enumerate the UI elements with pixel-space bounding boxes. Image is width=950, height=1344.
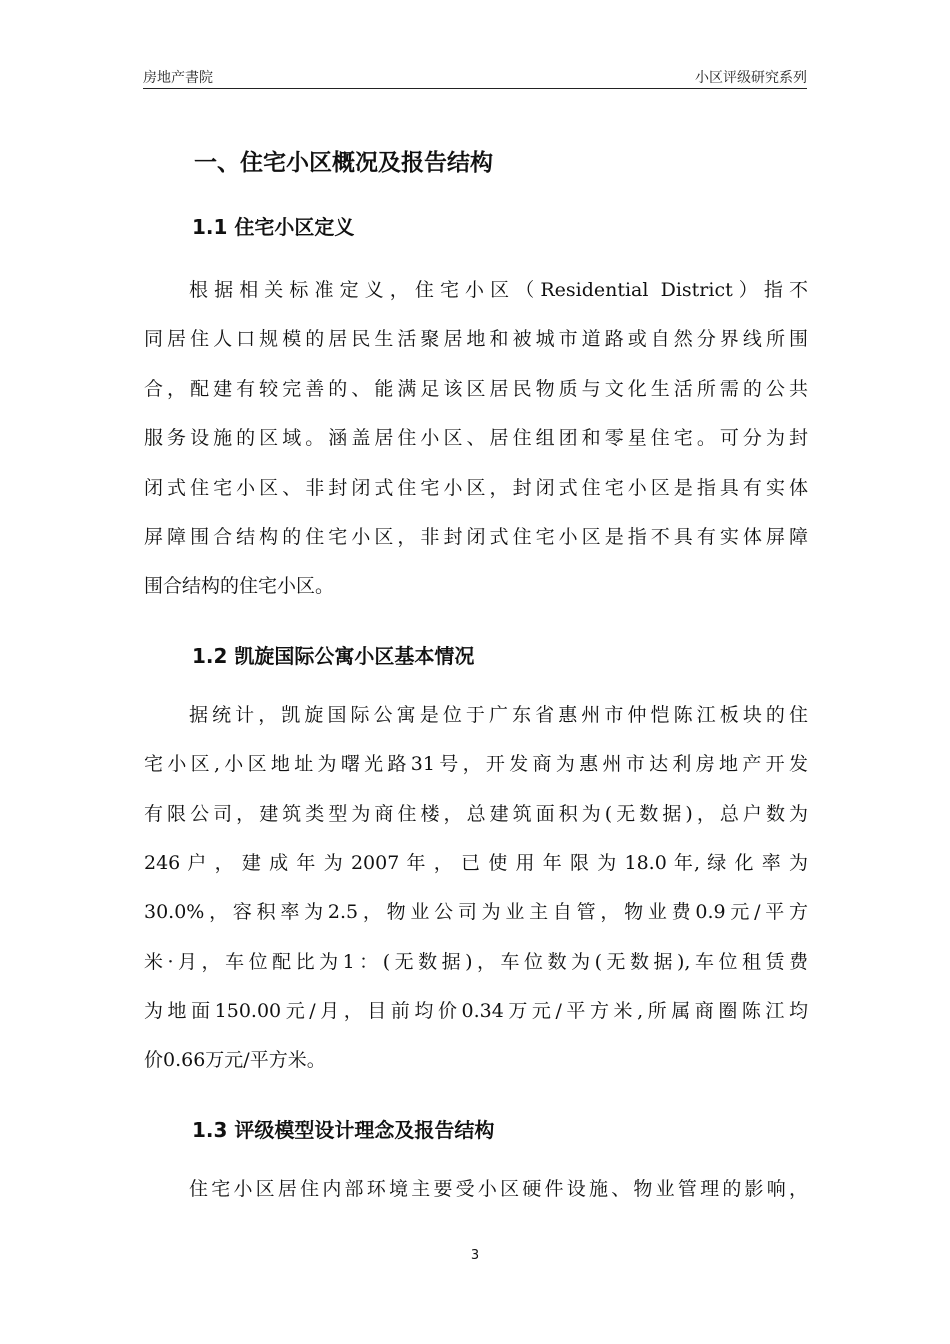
text-line: 宅小区,小区地址为曙光路31号，开发商为惠州市达利房地产开发 [144,753,808,776]
section-title-1-3: 1.3 评级模型设计理念及报告结构 [192,1117,495,1142]
text-line: 围合结构的住宅小区。 [144,575,335,598]
text-line: 米·月，车位配比为1：(无数据)，车位数为(无数据),车位租赁费 [144,950,808,973]
paragraph-residential-definition [144,266,808,612]
text-line: 价0.66万元/平方米。 [144,1049,326,1072]
text-line: 闭式住宅小区、非封闭式住宅小区，封闭式住宅小区是指具有实体 [144,476,808,499]
text-line: 屏障围合结构的住宅小区，非封闭式住宅小区是指不具有实体屏障 [144,525,808,548]
text-line: 为地面150.00元/月，目前均价0.34万元/平方米,所属商圈陈江均 [144,1000,808,1023]
text-line: 同居住人口规模的居民生活聚居地和被城市道路或自然分界线所围 [144,328,808,351]
text-line: 服务设施的区域。涵盖居住小区、居住组团和零星住宅。可分为封 [144,427,808,450]
paragraph-rating-model [144,1165,808,1214]
page-number: 3 [470,1248,480,1263]
header-series: 小区评级研究系列 [695,70,807,86]
text-line: 合，配建有较完善的、能满足该区居民物质与文化生活所需的公共 [144,377,808,400]
text-line: 246 户 ， 建 成 年 为 2007 年 ， 已 使 用 年 限 为 18.0 年, 绿 化 率 为 [144,851,808,874]
page-header [143,66,807,89]
section-title-1-2: 1.2 凯旋国际公寓小区基本情况 [192,643,475,668]
header-publisher: 房地产書院 [143,70,213,86]
chapter-title: 一、住宅小区概况及报告结构 [194,150,493,176]
document-body [144,138,808,1214]
text-line: 住宅小区居住内部环境主要受小区硬件设施、物业管理的影响， [189,1177,808,1200]
text-line: 30.0%，容积率为2.5，物业公司为业主自管，物业费0.9元/平方 [144,901,808,924]
text-line: 根据相关标准定义，住宅小区（Residential District）指不 [189,279,808,301]
paragraph-basic-info [144,691,808,1086]
section-title-1-1: 1.1 住宅小区定义 [192,215,355,239]
text-line: 有限公司，建筑类型为商住楼，总建筑面积为(无数据)，总户数为 [144,802,808,825]
text-line: 据统计，凯旋国际公寓是位于广东省惠州市仲恺陈江板块的住 [189,703,808,726]
